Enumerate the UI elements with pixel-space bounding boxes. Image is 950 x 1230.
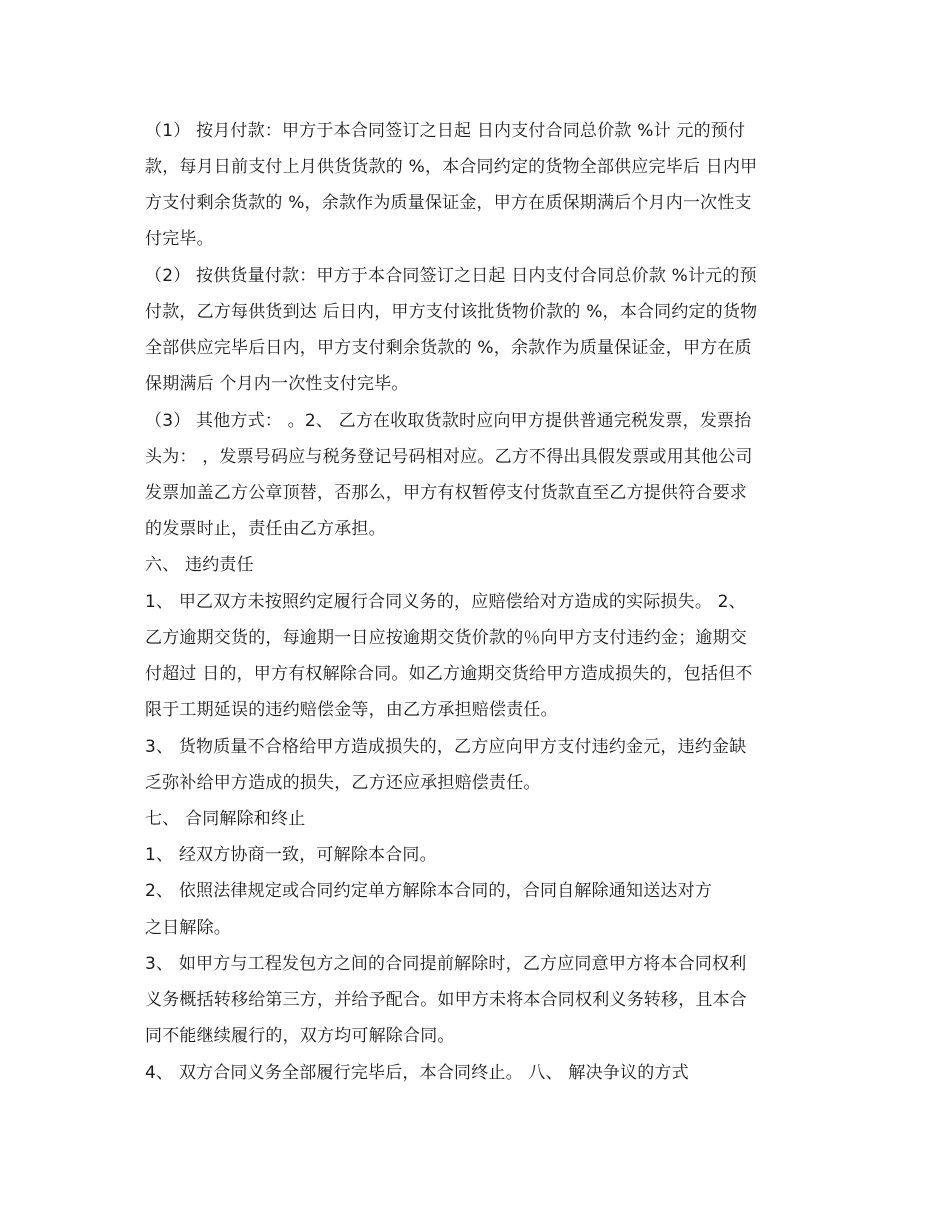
text-line: 发票加盖乙方公章顶替，否那么，甲方有权暂停支付货款直至乙方提供符合要求 [145,483,747,503]
text-line: 的发票时止，责任由乙方承担。 [145,519,386,539]
text-line: 3、 如甲方与工程发包方之间的合同提前解除时，乙方应同意甲方将本合同权利 [145,954,747,974]
text-line: 限于工期延误的违约赔偿金等，由乙方承担赔偿责任。 [145,700,558,720]
text-line: 1、 甲乙双方未按照约定履行合同义务的，应赔偿给对方造成的实际损失。 2、 [145,592,746,612]
text-line: 付完毕。 [145,229,214,249]
text-line: （2） 按供货量付款：甲方于本合同签订之日起 日内支付合同总价款 %计元的预 [145,266,757,286]
text-line: 乏弥补给甲方造成的损失，乙方还应承担赔偿责任。 [145,773,541,793]
text-line: 义务概括转移给第三方，并给予配合。如甲方未将本合同权利义务转移，且本合 [145,990,747,1010]
text-line: （1） 按月付款：甲方于本合同签订之日起 日内支付合同总价款 %计 元的预付 [145,121,746,141]
text-line: 之日解除。 [145,918,231,938]
text-line: 保期满后 个月内一次性支付完毕。 [145,374,409,394]
text-line: 同不能继续履行的，双方均可解除合同。 [145,1026,455,1046]
text-line: 付超过 日的，甲方有权解除合同。如乙方逾期交货给甲方造成损失的，包括但不 [145,664,753,684]
text-line: 方支付剩余货款的 %，余款作为质量保证金，甲方在质保期满后个月内一次性支 [145,193,752,213]
text-line: 3、 货物质量不合格给甲方造成损失的，乙方应向甲方支付违约金元，违约金缺 [145,737,747,757]
text-line: 付款，乙方每供货到达 后日内，甲方支付该批货物价款的 %，本合同约定的货物 [145,302,758,322]
section-heading: 七、 合同解除和终止 [145,809,306,829]
text-line: 2、 依照法律规定或合同约定单方解除本合同的，合同自解除通知送达对方 [145,881,713,901]
text-line: 全部供应完毕后日内，甲方支付剩余货款的 %，余款作为质量保证金，甲方在质 [145,338,752,358]
text-line: 款，每月日前支付上月供货货款的 %，本合同约定的货物全部供应完毕后 日内甲 [145,157,758,177]
text-line: （3） 其他方式： 。2、 乙方在收取货款时应向甲方提供普通完税发票，发票抬 [145,411,752,431]
text-line: 头为： ，发票号码应与税务登记号码相对应。乙方不得出具假发票或用其他公司 [145,447,753,467]
text-line: 乙方逾期交货的，每逾期一日应按逾期交货价款的％向甲方支付违约金；逾期交 [145,628,747,648]
section-heading: 六、 违约责任 [145,555,254,575]
text-line: 4、 双方合同义务全部履行完毕后，本合同终止。 八、 解决争议的方式 [145,1063,689,1083]
text-line: 1、 经双方协商一致，可解除本合同。 [145,845,437,865]
